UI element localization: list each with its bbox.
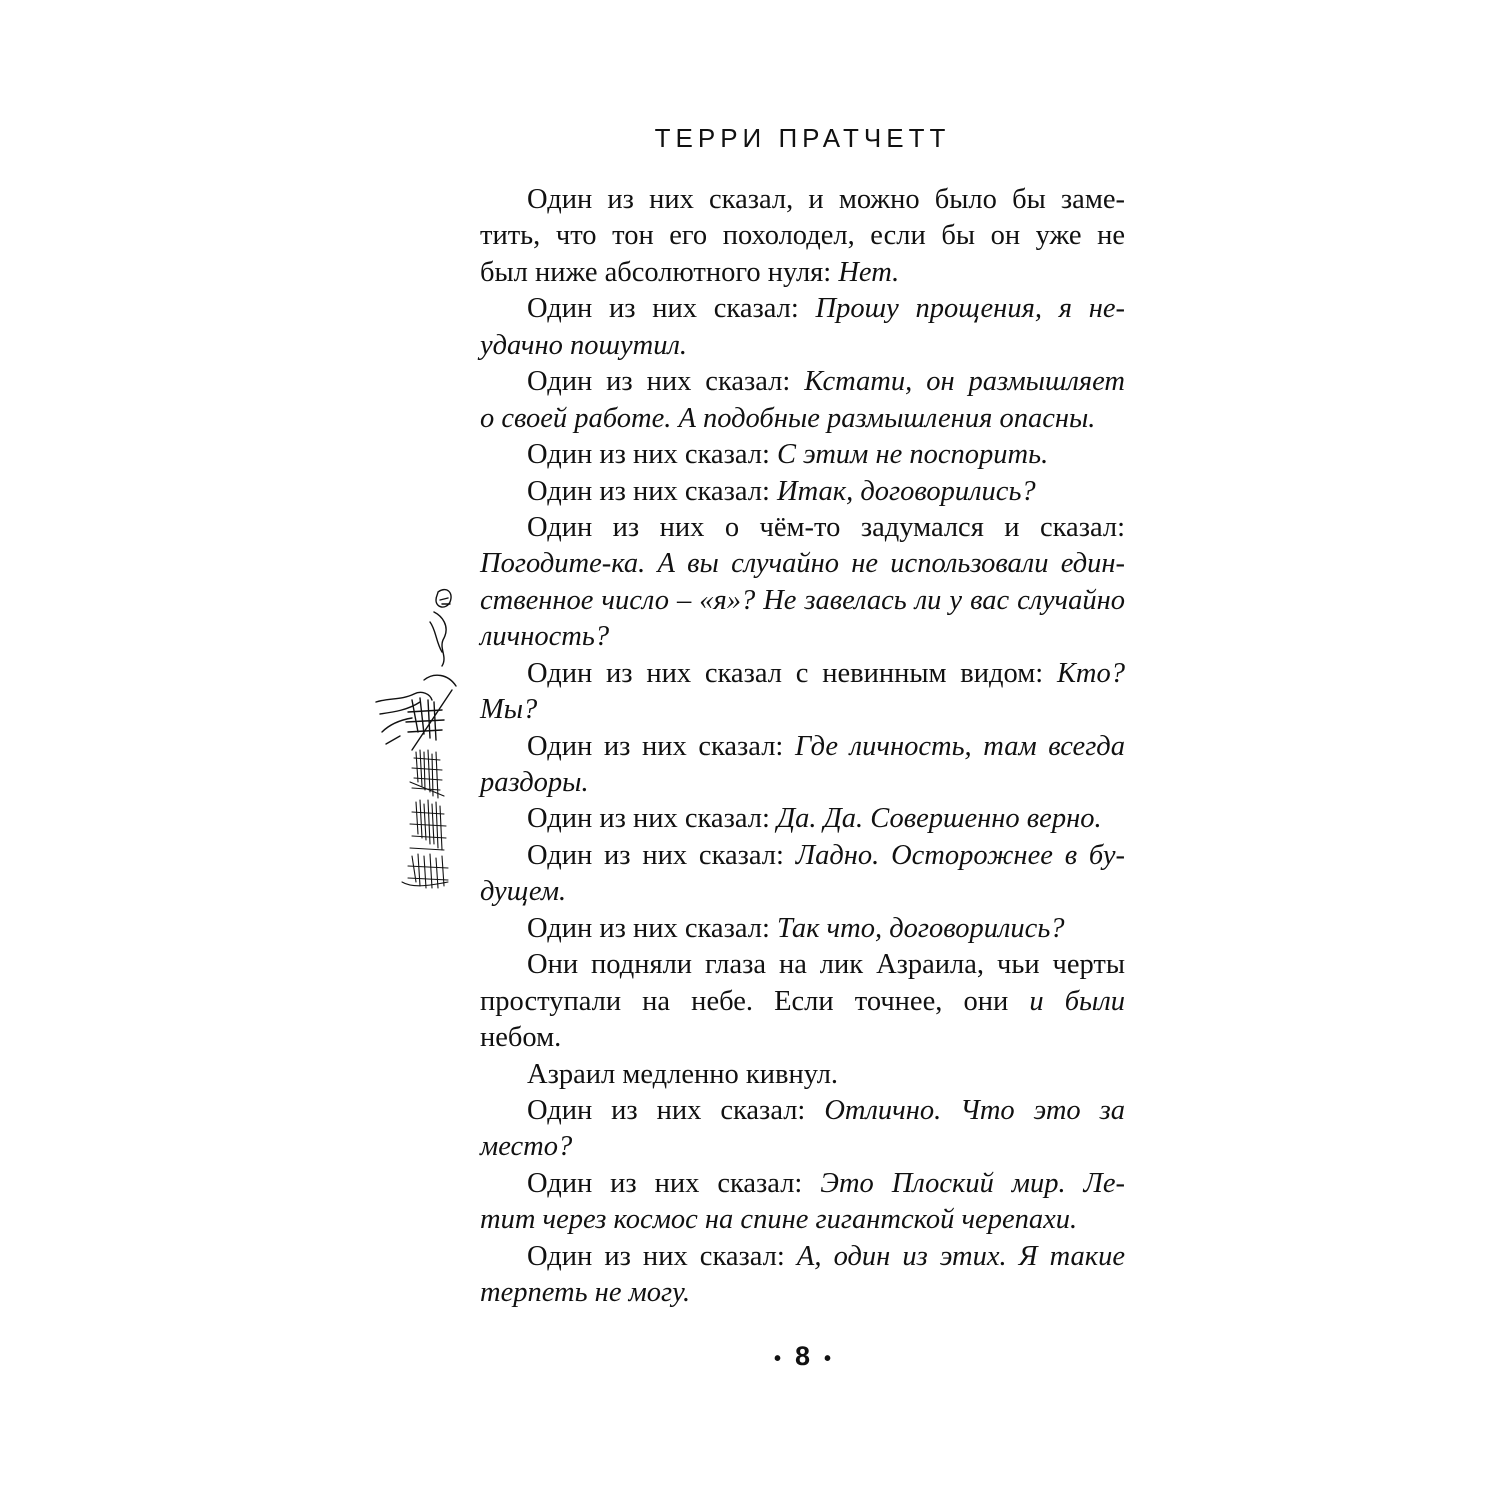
text-italic: дущем. xyxy=(480,876,567,908)
text-roman: проступали на небе. Если точнее, они xyxy=(480,985,1030,1017)
text-line xyxy=(480,984,1125,1020)
margin-illustration xyxy=(372,582,458,894)
text-roman: был ниже абсолютного нуля: xyxy=(480,256,839,288)
text-roman: Один из них сказал: xyxy=(527,839,796,871)
text-roman: тить, что тон его похолодел, если бы он уже не xyxy=(480,220,1125,252)
text-line xyxy=(480,1020,1125,1056)
text-line xyxy=(480,765,1125,801)
text-italic: тит через космос на спине гигантской черепахи. xyxy=(480,1204,1078,1236)
text-roman: Азраил медленно кивнул. xyxy=(527,1058,839,1090)
text-roman: Один из них сказал: xyxy=(527,475,777,507)
text-line xyxy=(480,1057,1125,1093)
text-italic: и были xyxy=(1029,985,1125,1017)
page-number-value: 8 xyxy=(794,1341,811,1371)
text-line xyxy=(480,474,1125,510)
text-italic: Итак, договорились? xyxy=(777,475,1036,507)
text-roman: Один из них сказал: xyxy=(527,1167,821,1199)
text-roman: Один из них сказал: xyxy=(527,1094,825,1126)
text-italic: Ладно. Осторожнее в бу- xyxy=(795,839,1125,871)
text-line xyxy=(480,583,1125,619)
text-roman: Один из них сказал: xyxy=(527,1240,797,1272)
text-italic: Это Плоский мир. Ле- xyxy=(820,1167,1125,1199)
text-line xyxy=(480,401,1125,437)
text-line xyxy=(480,801,1125,837)
text-italic: о своей работе. А подобные размышления опасны. xyxy=(480,402,1096,434)
text-line xyxy=(480,838,1125,874)
text-line xyxy=(480,874,1125,910)
text-line xyxy=(480,692,1125,728)
text-roman: небом. xyxy=(480,1022,562,1054)
text-line xyxy=(480,656,1125,692)
text-italic: Прошу прощения, я не- xyxy=(815,293,1125,325)
text-line xyxy=(480,1166,1125,1202)
text-italic: личность? xyxy=(480,621,610,653)
text-line xyxy=(480,1093,1125,1129)
text-line xyxy=(480,1239,1125,1275)
text-italic: Так что, договорились? xyxy=(777,912,1065,944)
text-line xyxy=(480,546,1125,582)
text-line xyxy=(480,1202,1125,1238)
text-line xyxy=(480,1275,1125,1311)
folio-dot-left: • xyxy=(773,1348,781,1370)
text-line xyxy=(480,619,1125,655)
text-italic: А, один из этих. Я такие xyxy=(796,1240,1125,1272)
text-roman: Один из них сказал: xyxy=(527,730,795,762)
text-roman: Один из них сказал: xyxy=(527,912,777,944)
text-roman: Один из них сказал, и можно было бы заме- xyxy=(527,184,1125,215)
text-roman: Один из них о чём-то задумался и сказал: xyxy=(527,511,1125,543)
body-text xyxy=(480,182,1125,1312)
text-italic: С этим не поспорить. xyxy=(777,439,1049,471)
text-roman: Один из них сказал с невинным видом: xyxy=(527,657,1057,689)
text-italic: удачно пошутил. xyxy=(480,329,688,361)
text-roman: Один из них сказал: xyxy=(527,366,805,398)
text-line xyxy=(480,1129,1125,1165)
running-head: ТЕРРИ ПРАТЧЕТТ xyxy=(654,123,951,153)
text-italic: ственное число – «я»? Не завелась ли у вас случайно xyxy=(480,584,1125,616)
text-italic: раздоры. xyxy=(480,767,589,798)
text-line xyxy=(480,218,1125,254)
text-line xyxy=(480,328,1125,364)
text-line xyxy=(480,437,1125,473)
text-line xyxy=(480,729,1125,765)
text-line xyxy=(480,291,1125,327)
text-roman: Один из них сказал: xyxy=(527,293,816,325)
text-roman: Один из них сказал: xyxy=(527,439,777,471)
text-line xyxy=(480,911,1125,947)
page-number xyxy=(480,1338,1125,1377)
text-roman: Один из них сказал: xyxy=(527,803,777,835)
text-italic: Кто? xyxy=(1056,657,1125,689)
text-line xyxy=(480,255,1125,291)
text-italic: Погодите-ка. А вы случайно не использовали един- xyxy=(480,548,1125,580)
text-line xyxy=(480,947,1125,983)
text-italic: Да. Да. Совершенно верно. xyxy=(777,803,1102,835)
text-italic: Где личность, там всегда xyxy=(794,730,1125,762)
text-line xyxy=(480,182,1125,218)
text-italic: Нет. xyxy=(838,256,900,288)
text-italic: Отлично. Что это за xyxy=(824,1094,1125,1126)
text-roman: Они подняли глаза на лик Азраила, чьи черты xyxy=(527,949,1125,981)
text-line xyxy=(480,510,1125,546)
text-italic: Кстати, он размышляет xyxy=(804,366,1125,398)
folio-dot-right: • xyxy=(824,1348,832,1370)
text-italic: терпеть не могу. xyxy=(480,1277,691,1309)
text-line xyxy=(480,364,1125,400)
text-italic: Мы? xyxy=(480,694,538,726)
text-italic: место? xyxy=(480,1131,573,1163)
